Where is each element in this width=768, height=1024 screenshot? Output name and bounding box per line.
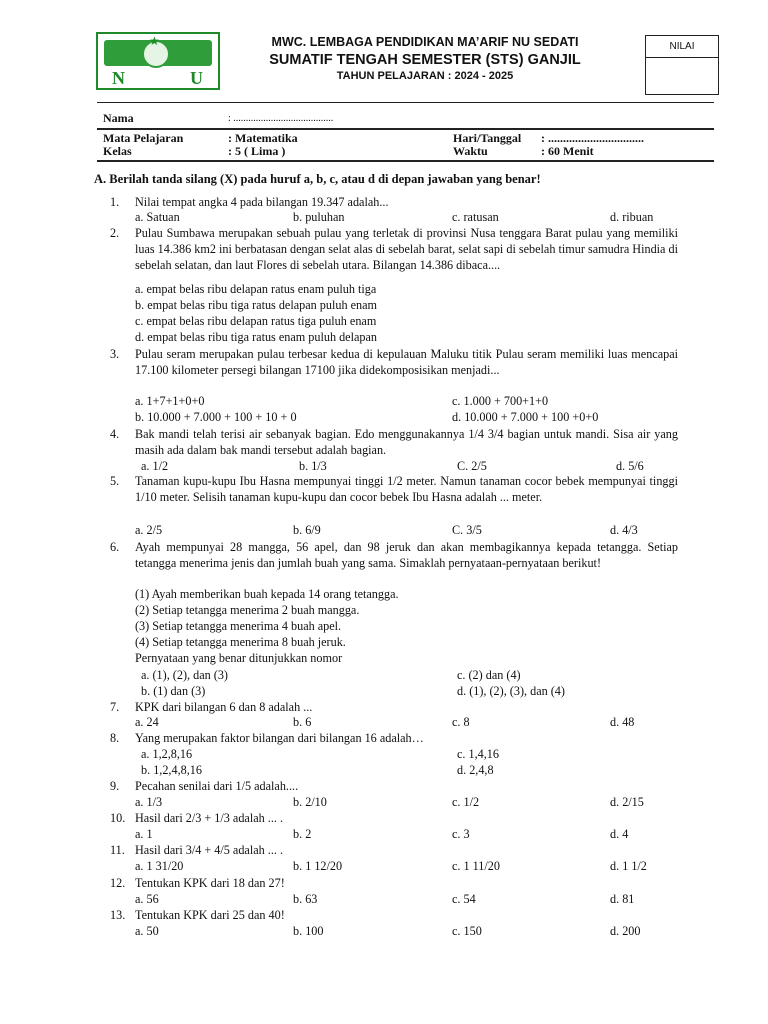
option-c[interactable]: C. 3/5 xyxy=(452,523,482,537)
question-text: Hasil dari 3/4 + 4/5 adalah ... . xyxy=(135,843,284,857)
question-text: KPK dari bilangan 6 dan 8 adalah ... xyxy=(135,700,313,714)
option-c[interactable]: c. 3 xyxy=(452,827,470,841)
question-6: 6. Ayah mempunyai 28 mangga, 56 apel, dan 98 jeruk dan akan membagikannya kepada tetangga. Setiap tetangga menerima jenis dan jumlah buah yang sama. Simaklah pernyataan-pernyataan berikut! xyxy=(110,540,678,570)
option-a[interactable]: a. 1,2,8,16 xyxy=(141,747,193,761)
nu-logo xyxy=(96,32,220,90)
option-d[interactable]: d. 1 1/2 xyxy=(610,859,647,873)
option-a[interactable]: a. 1 xyxy=(135,827,153,841)
question-12: 12. Tentukan KPK dari 18 dan 27! xyxy=(110,875,678,891)
name-label: Nama xyxy=(103,111,134,125)
option-a[interactable]: a. 24 xyxy=(135,715,159,729)
option-b[interactable]: b. 63 xyxy=(293,892,318,906)
option-c[interactable]: c. 54 xyxy=(452,892,476,906)
divider xyxy=(97,102,714,103)
question-text: Pecahan senilai dari 1/5 adalah.... xyxy=(135,779,299,793)
question-5: 5. Tanaman kupu-kupu Ibu Hasna mempunyai tinggi 1/2 meter. Namun tanaman cocor bebek mempunyai tinggi 1/10 meter. Selisih tanaman kupu-kupu dan cocor bebek Ibu Hasna adalah ... meter. xyxy=(110,474,678,504)
question-text: Ayah mempunyai 28 mangga, 56 apel, dan 98 jeruk dan akan membagikannya kepada tetangga. Setiap tetangga menerima jenis dan jumlah buah yang sama. Simaklah pernyataan-pernyataan berikut! xyxy=(135,540,678,570)
question-text: Yang merupakan faktor bilangan dari bilangan 16 adalah… xyxy=(135,731,424,745)
question-text: Tentukan KPK dari 18 dan 27! xyxy=(135,876,285,890)
option-d[interactable]: d. 2/15 xyxy=(610,795,644,809)
option-d[interactable]: d. 4/3 xyxy=(610,523,638,537)
class-value: : 5 ( Lima ) xyxy=(228,144,286,158)
duration-value: : 60 Menit xyxy=(541,144,594,158)
option-d[interactable]: d. ribuan xyxy=(610,210,654,224)
logo-letter-n: N xyxy=(112,68,125,88)
option-d[interactable]: d. 10.000 + 7.000 + 100 +0+0 xyxy=(452,410,599,424)
option-b[interactable]: b. puluhan xyxy=(293,210,345,224)
question-3: 3. Pulau seram merupakan pulau terbesar kedua di kepulauan Maluku titik Pulau seram memiliki luas mencapai 17.100 kilometer persegi bilangan 17100 jika didekomposisikan menjadi... xyxy=(110,347,678,377)
option-d[interactable]: d. 200 xyxy=(610,924,641,938)
question-text: Bak mandi telah terisi air sebanyak bagian. Edo menggunakannya 1/4 3/4 bagian untuk mandi. Sisa air yang masih ada dalam bak mandi tersebut adalah bagian. xyxy=(135,427,678,457)
academic-year: TAHUN PELAJARAN : 2024 - 2025 xyxy=(336,70,514,82)
option-c[interactable]: c. 150 xyxy=(452,924,482,938)
option-d[interactable]: d. 2,4,8 xyxy=(457,763,494,777)
score-box[interactable] xyxy=(645,35,719,95)
institution-name: MWC. LEMBAGA PENDIDIKAN MA’ARIF NU SEDATI xyxy=(271,35,579,49)
option-b[interactable]: b. 2/10 xyxy=(293,795,327,809)
name-field[interactable]: : ........................................ xyxy=(228,113,334,124)
question-1: 1. Nilai tempat angka 4 pada bilangan 19.347 adalah... xyxy=(110,194,678,210)
option-c[interactable]: c. 1.000 + 700+1+0 xyxy=(452,394,549,408)
option-a[interactable]: a. 2/5 xyxy=(135,523,163,537)
question-text: Hasil dari 2/3 + 1/3 adalah ... . xyxy=(135,811,284,825)
subject-value: : Matematika xyxy=(228,131,298,145)
option-b[interactable]: b. 1/3 xyxy=(299,459,327,473)
option-b[interactable]: b. 6 xyxy=(293,715,312,729)
option-b[interactable]: b. empat belas ribu tiga ratus delapan puluh enam xyxy=(135,298,377,312)
subject-label: Mata Pelajaran xyxy=(103,131,184,145)
statement-3: (3) Setiap tetangga menerima 4 buah apel. xyxy=(135,619,342,633)
option-b[interactable]: b. (1) dan (3) xyxy=(141,684,206,698)
option-c[interactable]: c. empat belas ribu delapan ratus tiga puluh enam xyxy=(135,314,377,328)
question-8: 8. Yang merupakan faktor bilangan dari bilangan 16 adalah… xyxy=(110,730,678,746)
option-b[interactable]: b. 1,2,4,8,16 xyxy=(141,763,202,777)
option-b[interactable]: b. 10.000 + 7.000 + 100 + 10 + 0 xyxy=(135,410,297,424)
duration-label: Waktu xyxy=(453,144,488,158)
option-d[interactable]: d. (1), (2), (3), dan (4) xyxy=(457,684,565,698)
option-a[interactable]: a. empat belas ribu delapan ratus enam puluh tiga xyxy=(135,282,377,296)
option-b[interactable]: b. 6/9 xyxy=(293,523,321,537)
option-c[interactable]: c. ratusan xyxy=(452,210,499,224)
option-c[interactable]: C. 2/5 xyxy=(457,459,487,473)
question-13: 13. Tentukan KPK dari 25 dan 40! xyxy=(110,907,678,923)
question-9: 9. Pecahan senilai dari 1/5 adalah.... xyxy=(110,778,678,794)
statement-2: (2) Setiap tetangga menerima 2 buah mangga. xyxy=(135,603,360,617)
statement-prompt: Pernyataan yang benar ditunjukkan nomor xyxy=(135,651,343,665)
question-text: Tanaman kupu-kupu Ibu Hasna mempunyai tinggi 1/2 meter. Namun tanaman cocor bebek mempunyai tinggi 1/10 meter. Selisih tanaman kupu-kupu dan cocor bebek Ibu Hasna adalah ... meter. xyxy=(135,474,678,504)
section-a-instructions: A. Berilah tanda silang (X) pada huruf a, b, c, atau d di depan jawaban yang benar! xyxy=(94,172,541,186)
option-c[interactable]: c. 1,4,16 xyxy=(457,747,499,761)
question-10: 10. Hasil dari 2/3 + 1/3 adalah ... . xyxy=(110,810,678,826)
date-label: Hari/Tanggal xyxy=(453,131,522,145)
class-label: Kelas xyxy=(103,144,132,158)
option-b[interactable]: b. 2 xyxy=(293,827,312,841)
option-d[interactable]: d. 4 xyxy=(610,827,629,841)
option-c[interactable]: c. 8 xyxy=(452,715,470,729)
option-a[interactable]: a. 50 xyxy=(135,924,159,938)
question-11: 11. Hasil dari 3/4 + 4/5 adalah ... . xyxy=(110,842,678,858)
divider xyxy=(97,128,714,130)
option-a[interactable]: a. (1), (2), dan (3) xyxy=(141,668,228,682)
option-a[interactable]: a. Satuan xyxy=(135,210,180,224)
option-d[interactable]: d. empat belas ribu tiga ratus enam puluh delapan xyxy=(135,330,377,344)
option-c[interactable]: c. (2) dan (4) xyxy=(457,668,521,682)
exam-title: SUMATIF TENGAH SEMESTER (STS) GANJIL xyxy=(269,52,581,68)
option-a[interactable]: a. 1/2 xyxy=(141,459,169,473)
option-c[interactable]: c. 1 11/20 xyxy=(452,859,500,873)
question-4: 4. Bak mandi telah terisi air sebanyak bagian. Edo menggunakannya 1/4 3/4 bagian untuk mandi. Sisa air yang masih ada dalam bak mandi tersebut adalah bagian. xyxy=(110,427,678,457)
score-label: NILAI xyxy=(646,36,718,58)
option-c[interactable]: c. 1/2 xyxy=(452,795,480,809)
divider xyxy=(97,160,714,162)
option-d[interactable]: d. 48 xyxy=(610,715,635,729)
question-2: 2. Pulau Sumbawa merupakan sebuah pulau yang terletak di provinsi Nusa tenggara Barat pulau yang memiliki luas 14.386 km2 ini berbatasan dengan selat alas di sebelah barat, selat sapi di sebelah timur samudra Hindia di sebelah selatan, dan laut Flores di sebelah utara. Bilangan 14.386 dibaca.... xyxy=(110,226,678,272)
statement-1: (1) Ayah memberikan buah kepada 14 orang tetangga. xyxy=(135,587,399,601)
star-icon: ★ xyxy=(149,34,160,48)
question-7: 7. KPK dari bilangan 6 dan 8 adalah ... xyxy=(110,699,678,715)
statement-4: (4) Setiap tetangga menerima 8 buah jeruk. xyxy=(135,635,346,649)
option-a[interactable]: a. 1 31/20 xyxy=(135,859,184,873)
option-a[interactable]: a. 56 xyxy=(135,892,159,906)
option-a[interactable]: a. 1/3 xyxy=(135,795,163,809)
question-text: Pulau seram merupakan pulau terbesar kedua di kepulauan Maluku titik Pulau seram memiliki luas mencapai 17.100 kilometer persegi bilangan 17100 jika didekomposisikan menjadi... xyxy=(135,347,678,377)
question-text: Tentukan KPK dari 25 dan 40! xyxy=(135,908,285,922)
option-a[interactable]: a. 1+7+1+0+0 xyxy=(135,394,205,408)
option-d[interactable]: d. 5/6 xyxy=(616,459,644,473)
option-b[interactable]: b. 100 xyxy=(293,924,324,938)
logo-letter-u: U xyxy=(190,68,203,88)
option-d[interactable]: d. 81 xyxy=(610,892,635,906)
option-b[interactable]: b. 1 12/20 xyxy=(293,859,343,873)
date-field[interactable]: : ................................ xyxy=(541,131,644,145)
question-text: Nilai tempat angka 4 pada bilangan 19.347 adalah... xyxy=(135,195,389,209)
question-text: Pulau Sumbawa merupakan sebuah pulau yang terletak di provinsi Nusa tenggara Barat pulau yang memiliki luas 14.386 km2 ini berbatasan dengan selat alas di sebelah barat, selat sapi di sebelah timur samudra Hindia di sebelah selatan, dan laut Flores di sebelah utara. Bilangan 14.386 dibaca.... xyxy=(135,226,678,272)
